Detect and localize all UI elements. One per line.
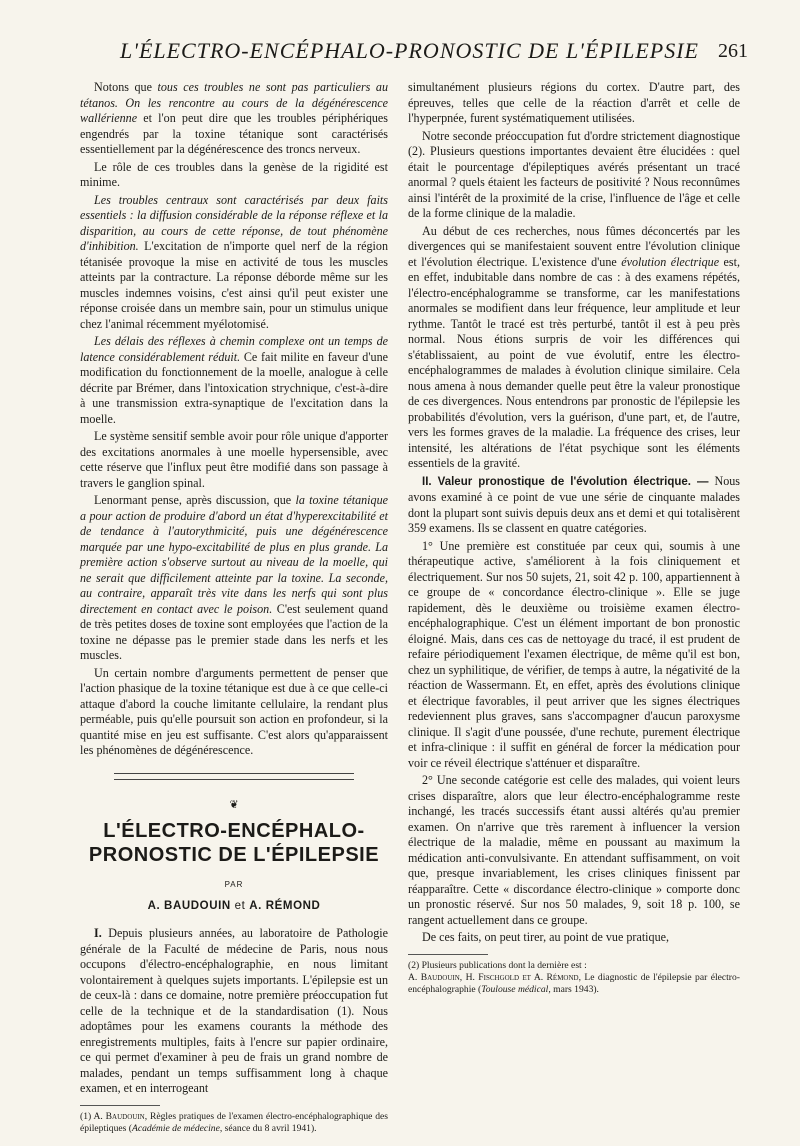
ornament-icon: ❦	[229, 798, 239, 811]
footnote-1: (1) A. Baudouin, Règles pratiques de l'examen électro-encéphalographique des épileptiques (Académie de médecine, séance du 8 avril 1941).	[80, 1110, 388, 1134]
paragraph: 2° Une seconde catégorie est celle des malades, qui voient leurs crises disparaître, alors que leur électro-encéphalogramme reste inchangé, les tracés successifs étant aussi altérés qu'au premier examen. On n'arrive que très rarement à influencer la version électrique de la maladie, même en poussant au maximum la médication anti-convulsivante. En attendant suffisamment, on voit que, presque invariablement, les crises cliniques finissent par réapparaître. Cette « discordance électro-clinique » comporte donc un pronostic réservé. Sur nos 50 malades, 9, soit 18 p. 100, se rangent actuellement dans ce groupe.	[408, 773, 740, 927]
paragraph: Notre seconde préoccupation fut d'ordre strictement diagnostique (2). Plusieurs questions importantes devaient être élucidées : quel était le pourcentage d'épileptiques avérés présentant un tracé anormal ? quels étaient les facteurs de positivité ? Nous reconnûmes ainsi l'intérêt de la proximité de la crise, l'influence de l'âge et celle de la forme clinique de la maladie.	[408, 128, 740, 220]
footnote-rule	[80, 1105, 160, 1106]
paragraph: Notons que tous ces troubles ne sont pas particuliers au tétanos. On les rencontre au cours de la dégénérescence wallérienne et l'on peut dire que les troubles périphériques engendrés par la toxine tétanique sont caractérisés essentiellement par la dégénérescence des troncs nerveux.	[80, 80, 388, 156]
article-title: L'ÉLECTRO-ENCÉPHALO- PRONOSTIC DE L'ÉPILEPSIE	[88, 820, 380, 866]
footnote-2: (2) Plusieurs publications dont la dernière est : A. Baudouin, H. Fischgold et A. Rémond, Le diagnostic de l'épilepsie par électro-encéphalographie (Toulouse médical, mars 1943).	[408, 959, 740, 995]
paragraph: Un certain nombre d'arguments permettent de penser que l'action phasique de la toxine tétanique est due à ce que celle-ci attaque d'abord la couche limitante cellulaire, la rendant plus perméable, puis qu'elle poursuit son action en profondeur, si la quantité mise en jeu est suffisante. C'est alors qu'apparaissent les phénomènes de dégénérescence.	[80, 665, 388, 757]
running-title: L'ÉLECTRO-ENCÉPHALO-PRONOSTIC DE L'ÉPILEPSIE	[120, 38, 699, 63]
footnote-rule	[408, 954, 488, 955]
paragraph: 1° Une première est constituée par ceux qui, soumis à une thérapeutique active, s'améliorent à la fois cliniquement et électriquement. Sur nos 50 sujets, 21, soit 42 p. 100, appartiennent à ce groupe de « concordance électro-clinique ». Elle se juge rapidement, dès le deuxième ou troisième examen électro-encéphalographique. C'est un élément important de bon pronostic éloigné. Mais, dans ces cas de nettoyage du tracé, il est prudent de refaire périodiquement l'examen électrique, de même qu'il est bon, chez un syphilitique, de vérifier, de temps à autre, la négativité de la réaction de Wassermann. Et, en effet, après des évolutions clinique et électrique favorables, il peut arriver que les signes électriques redeviennent plus graves, sans s'accompagner d'aucun paroxysme clinique. Il s'agit d'une poussée, d'une rechute, purement électrique et infra-clinique : il suffit en général de forcer la médication pour voir ce réveil électrique s'atténuer et disparaître.	[408, 538, 740, 770]
section-heading: II. Valeur pronostique de l'évolution électrique. —	[422, 475, 709, 488]
section-paragraph: II. Valeur pronostique de l'évolution électrique. — Nous avons examiné à ce point de vue une série de cinquante malades dont la plupart sont suivis depuis deux ans et demi et qui totalisèrent 359 examens. Ils se classent en quatre catégories.	[408, 473, 740, 535]
article-authors: A. BAUDOUIN et A. RÉMOND	[147, 899, 321, 912]
separator-rule	[114, 773, 354, 780]
paragraph: Le système sensitif semble avoir pour rôle unique d'apporter des excitations anormales à une moelle hypersensible, avec cette réserve que l'influx peut être modifié dans son passage à travers le ganglion spinal.	[80, 429, 388, 490]
left-column	[80, 80, 388, 1135]
paragraph: simultanément plusieurs régions du cortex. D'autre part, des épreuves, telles que celle de la réaction d'arrêt et celle de l'hyperpnée, furent systématiquement utilisées.	[408, 80, 740, 125]
paragraph: Les troubles centraux sont caractérisés par deux faits essentiels : la diffusion considérable de la réponse réflexe et la disparition, au cours de cette réponse, de tout phénomène d'inhibition. L'excitation de n'importe quel nerf de la région tétanisée provoque la mise en activité de tous les muscles atteints par la contracture. La réponse déborde même sur les muscles indemnes voisins, c'est ainsi qu'il peut exister une réponse croisée dans un membre sain, pour un stimulus unique chez l'animal récemment myélotomisé.	[80, 192, 388, 331]
byline-par: PAR	[224, 880, 244, 889]
right-column	[408, 80, 740, 996]
paragraph: Au début de ces recherches, nous fûmes déconcertés par les divergences qui se manifestaient souvent entre l'évolution clinique et l'évolution électrique. L'existence d'une évolution électrique est, en effet, indubitable dans nombre de cas : à des examens répétés, l'électro-encéphalogramme se transforme, car les manifestations anormales se modifient dans leur fréquence, leur amplitude et leur rythme. Tantôt le tracé est très perturbé, tantôt il est à peu près normal. Nous étions surpris de voir les différences qui s'établissaient, au point de vue évolutif, entre les électro-encéphalogrammes de malades à évolution clinique similaire. Cela nous amena à nous demander quelle peut être la valeur pronostique de ces divergences. Nous entendrons par pronostic de l'épilepsie les probabilités d'évolution, vers la guérison, d'une part, et, de l'autre, vers les formes graves de la maladie. La fréquence des crises, leur intensité, les altérations de l'état psychique sont les éléments essentiels de la gravité.	[408, 223, 740, 470]
paragraph: Lenormant pense, après discussion, que la toxine tétanique a pour action de produire d'abord un état d'hyperexcitabilité et de tendance à l'autorythmicité, puis une dégénérescence marquée par une hypo-excitabilité de plus en plus grande. La première action s'observe surtout au niveau de la moelle, qui ne serait que difficilement atteinte par la toxine. La seconde, au contraire, apparaît très vite dans les nerfs qui sont plus directement en contact avec le poison. C'est seulement quand de très petites doses de toxine sont employées que l'action de la toxine ne dépasse pas le premier stade dans les nerfs et les muscles.	[80, 493, 389, 662]
intro-paragraph: I. Depuis plusieurs années, au laboratoire de Pathologie générale de la Faculté de médecine de Paris, nous nous occupons d'électro-encéphalographie, en nous limitant volontairement à quelques sujets importants. L'épilepsie est un de ceux-là : dans ce domaine, notre première préoccupation fut celle de la technique et de la standardisation (1). Nous adoptâmes pour les examens courants la méthode des enregistrements multiples, faits à l'encre sur papier ordinaire, ce qui permet d'examiner à peu de frais un grand nombre de malades, pendant un temps suffisamment long à chaque examen, et en interrogeant	[80, 926, 388, 1095]
page-number: 261	[718, 40, 748, 62]
paragraph: Les délais des réflexes à chemin complexe ont un temps de latence considérablement réduit. Ce fait milite en faveur d'une modification du fonctionnement de la moelle, analogue à celle décrite par Brémer, dans l'intoxication strychnique, c'est-à-dire à une transmission extra-synaptique de l'excitation dans la moelle.	[80, 334, 388, 426]
paragraph: De ces faits, on peut tirer, au point de vue pratique,	[422, 930, 670, 944]
paragraph: Le rôle de ces troubles dans la genèse de la rigidité est minime.	[80, 159, 388, 189]
